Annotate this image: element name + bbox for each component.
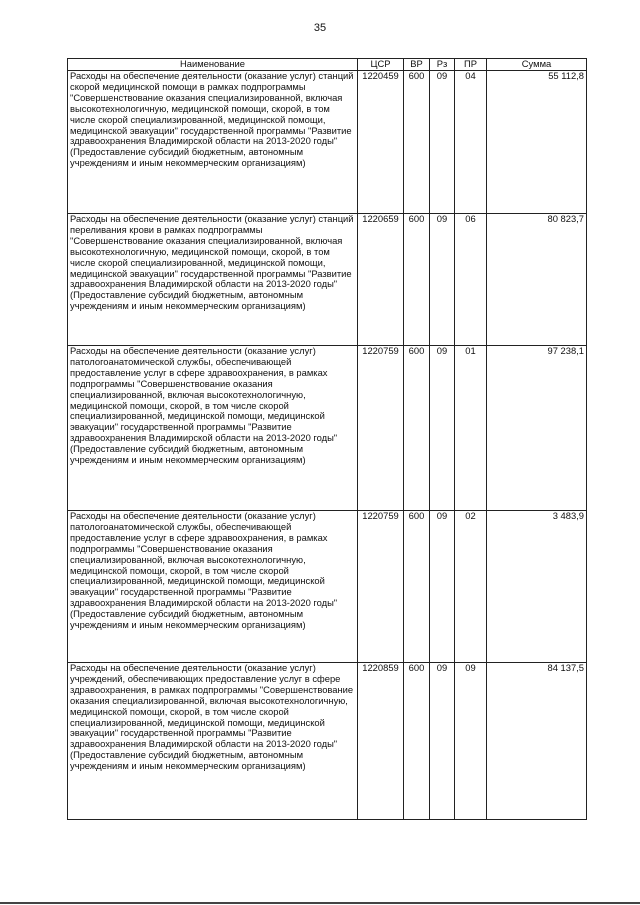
row-pr: 06 [455,214,487,346]
table-body [68,71,587,820]
header-pr: ПР [455,59,487,71]
row-csr: 1220659 [358,214,404,346]
page-bottom-rule [0,902,640,904]
header-rz: Рз [430,59,455,71]
row-rz: 09 [430,511,455,663]
table-header [68,59,587,71]
header-sum: Сумма [487,59,587,71]
row-sum: 3 483,9 [487,511,587,663]
row-vr: 600 [404,214,430,346]
row-pr: 09 [455,663,487,820]
header-csr: ЦСР [358,59,404,71]
table-row [68,663,587,820]
row-pr: 01 [455,346,487,511]
table-row [68,346,587,511]
row-vr: 600 [404,511,430,663]
row-name: Расходы на обеспечение деятельности (оказание услуг) патологоанатомической службы, обеспечивающей предоставление услуг в сфере здравоохранения, в рамках подпрограммы "Совершенствование оказания специализированной, включая высокотехнологичную, медицинской помощи, скорой, в том числе скорой специализированной, медицинской помощи, медицинской эвакуации" государственной программы "Развитие здравоохранения Владимирской области на 2013-2020 годы" (Предоставление субсидий бюджетным, автономным учреждениям и иным некоммерческим организациям) [68,346,358,511]
row-rz: 09 [430,71,455,214]
row-sum: 84 137,5 [487,663,587,820]
row-sum: 97 238,1 [487,346,587,511]
row-pr: 04 [455,71,487,214]
header-name: Наименование [68,59,358,71]
row-vr: 600 [404,71,430,214]
header-vr: ВР [404,59,430,71]
row-name: Расходы на обеспечение деятельности (оказание услуг) станций скорой медицинской помощи в рамках подпрограммы "Совершенствование оказания специализированной, включая высокотехнологичную, медицинской помощи, скорой, в том числе скорой специализированной, медицинской помощи, медицинской эвакуации" государственной программы "Развитие здравоохранения Владимирской области на 2013-2020 годы" (Предоставление субсидий бюджетным, автономным учреждениям и иным некоммерческим организациям) [68,71,358,214]
row-name: Расходы на обеспечение деятельности (оказание услуг) патологоанатомической службы, обеспечивающей предоставление услуг в сфере здравоохранения, в рамках подпрограммы "Совершенствование оказания специализированной, включая высокотехнологичную, медицинской помощи, скорой, в том числе скорой специализированной, медицинской помощи, медицинской эвакуации" государственной программы "Развитие здравоохранения Владимирской области на 2013-2020 годы" (Предоставление субсидий бюджетным, автономным учреждениям и иным некоммерческим организациям) [68,511,358,663]
page-number: 35 [313,22,327,34]
row-sum: 80 823,7 [487,214,587,346]
row-name: Расходы на обеспечение деятельности (оказание услуг) станций переливания крови в рамках подпрограммы "Совершенствование оказания специализированной, включая высокотехнологичную, медицинской помощи, скорой, в том числе скорой специализированной, медицинской помощи, медицинской эвакуации" государственной программы "Развитие здравоохранения Владимирской области на 2013-2020 годы" (Предоставление субсидий бюджетным, автономным учреждениям и иным некоммерческим организациям) [68,214,358,346]
budget-table [67,58,587,820]
row-csr: 1220759 [358,346,404,511]
row-pr: 02 [455,511,487,663]
table-row [68,71,587,214]
row-csr: 1220459 [358,71,404,214]
row-vr: 600 [404,663,430,820]
row-csr: 1220759 [358,511,404,663]
row-name: Расходы на обеспечение деятельности (оказание услуг) учреждений, обеспечивающих предоставление услуг в сфере здравоохранения, в рамках подпрограммы "Совершенствование оказания специализированной, включая высокотехнологичную, медицинской помощи, скорой, в том числе скорой специализированной, медицинской помощи, медицинской эвакуации" государственной программы "Развитие здравоохранения Владимирской области на 2013-2020 годы" (Предоставление субсидий бюджетным, автономным учреждениям и иным некоммерческим организациям) [68,663,358,820]
row-rz: 09 [430,214,455,346]
row-csr: 1220859 [358,663,404,820]
header-row [68,59,587,71]
row-rz: 09 [430,663,455,820]
table-row [68,214,587,346]
row-vr: 600 [404,346,430,511]
row-sum: 55 112,8 [487,71,587,214]
row-rz: 09 [430,346,455,511]
table-row [68,511,587,663]
